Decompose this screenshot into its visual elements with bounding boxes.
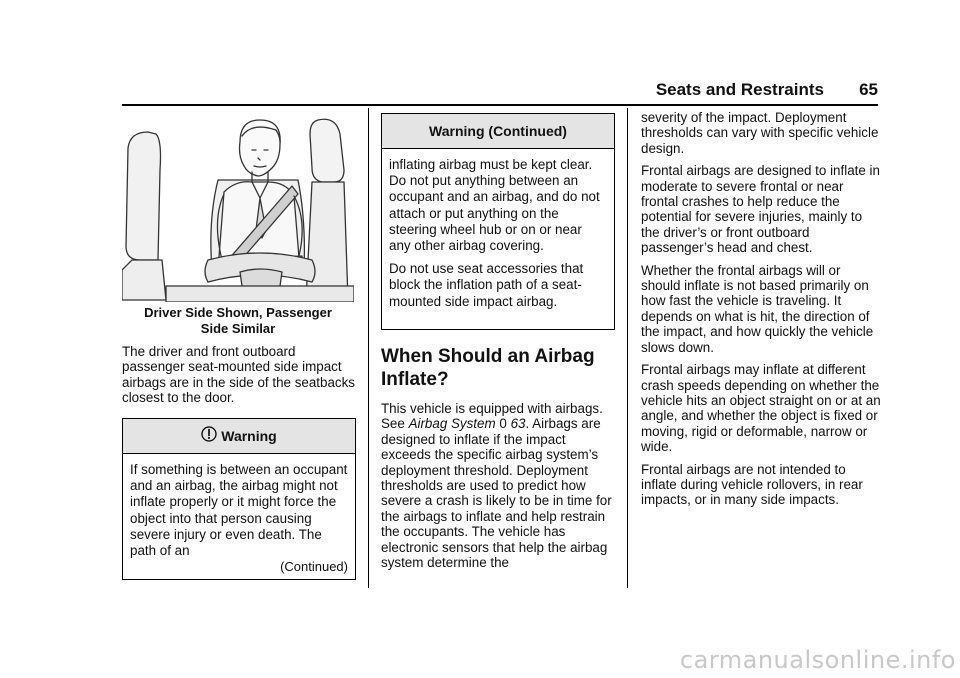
driver-seat-illustration xyxy=(122,110,354,302)
body-paragraph xyxy=(381,401,619,570)
warning-body xyxy=(123,454,355,575)
reference-link[interactable]: Airbag System xyxy=(408,416,496,432)
page-header xyxy=(122,80,878,106)
paragraph: Whether the frontal airbags will or should inflate is not based primarily on how fast the vehicle is traveling. It depends on what is hit, the direction of the impact, and how quickly the vehicle slows down. xyxy=(641,262,874,355)
page-number: 65 xyxy=(859,80,878,99)
warning-box xyxy=(122,418,356,580)
body-text: This vehicle is equipped with airbags. See xyxy=(381,401,603,432)
paragraph: Frontal airbags are designed to inflate in moderate to severe frontal or near frontal crashes to help reduce the potential for severe injuries, mainly to the driver’s or front outboard passenger’s head and chest. xyxy=(641,163,880,256)
warning-continued-body xyxy=(382,149,614,310)
body-text: . Airbags are designed to inflate if the impact exceeds the specific airbag system’s deployment threshold. Deployment thresholds are used to predict how severe a crash is likely to be in time for the airbags to inflate and help restrain the occupants. The vehicle has electronic sensors that help the airbag system determine the xyxy=(381,416,612,571)
warning-continued-p2: Do not use seat accessories that block the inflation path of a seat-mounted side impact airbag. xyxy=(389,261,584,309)
warning-continued-header: Warning (Continued) xyxy=(382,114,614,149)
paragraph: severity of the impact. Deployment thresholds can vary with specific vehicle design. xyxy=(641,110,879,156)
column-divider-right xyxy=(627,108,628,588)
column-2-text xyxy=(381,345,619,577)
warning-header xyxy=(123,419,355,454)
section-heading: When Should an Airbag Inflate? xyxy=(381,346,595,390)
warning-icon xyxy=(201,420,217,454)
page-ref-symbol: 0 xyxy=(499,416,507,432)
paragraph: Frontal airbags may inflate at different crash speeds depending on whether the vehicle hits an object straight on or at an angle, and whether the object is fixed or moving, rigid or deformable, narrow or wide. xyxy=(641,362,881,455)
column-3-text xyxy=(641,110,881,515)
column-1-text xyxy=(122,344,358,413)
caption-line: Side Similar xyxy=(200,320,276,336)
warning-text: If something is between an occupant and an airbag, the airbag might not inflate properly or it might force the object into that person causing severe injury or even death. The path of an xyxy=(130,462,348,559)
continued-label: (Continued) xyxy=(280,559,348,575)
warning-continued-box xyxy=(381,113,615,330)
watermark: carmanualsonline.info xyxy=(679,646,956,674)
warning-title: Warning xyxy=(221,428,277,444)
figure-caption xyxy=(122,305,354,336)
warning-continued-p1: inflating airbag must be kept clear. Do not put anything between an occupant and an airbag, and do not attach or put anything on the steering wheel hub or on or near any other airbag covering. xyxy=(389,157,600,254)
section-title: Seats and Restraints xyxy=(655,80,824,99)
intro-paragraph: The driver and front outboard passenger seat-mounted side impact airbags are in the side of the seatbacks closest to the door. xyxy=(122,344,355,406)
reference-page[interactable]: 63 xyxy=(510,416,526,432)
caption-line: Driver Side Shown, Passenger xyxy=(144,305,332,320)
paragraph: Frontal airbags are not intended to inflate during vehicle rollovers, in rear impacts, or in many side impacts. xyxy=(641,461,863,508)
column-divider-left xyxy=(368,108,369,588)
